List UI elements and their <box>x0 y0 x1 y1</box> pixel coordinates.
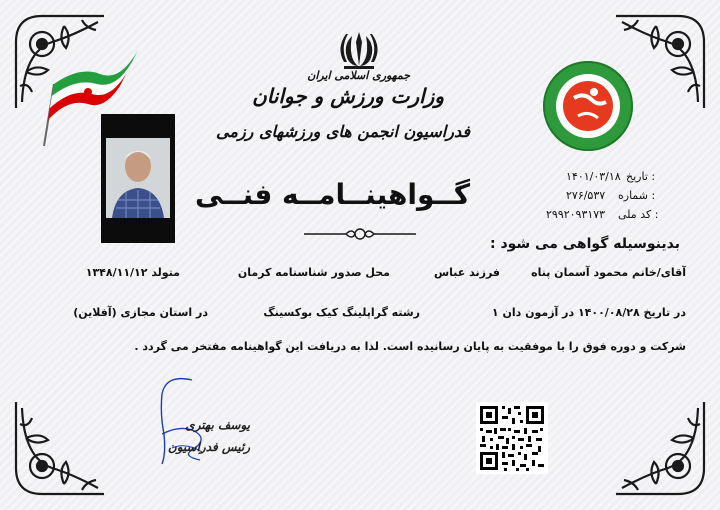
ornament-bottom-left-icon <box>12 398 108 498</box>
national-code-value: ۲۹۹۲۰۹۳۱۷۳ <box>546 208 606 221</box>
number-label: شماره : <box>618 189 656 202</box>
birth-date: متولد ۱۳۴۸/۱۱/۱۲ <box>85 266 180 279</box>
issue-place: محل صدور شناسنامه کرمان <box>237 266 390 279</box>
qr-code-icon <box>476 402 548 474</box>
father-name: فرزند عباس <box>433 266 500 279</box>
date-label: تاریخ : <box>626 170 656 183</box>
certificate-title: گــواهینــامــه فنــی <box>195 178 470 211</box>
completion-line: شرکت و دوره فوق را با موفقیت به پایان رسانیده است. لذا به دریافت این گواهینامه مفتخر می گردد . <box>134 340 686 353</box>
discipline-line: رشته گراپلینگ کیک بوکسینگ <box>263 306 420 319</box>
republic-name: جمهوری اسلامی ایران <box>307 69 410 82</box>
number-value: ۲۷۶/۵۳۷ <box>566 189 606 202</box>
federation-logo-icon <box>540 58 636 154</box>
holder-name: آقای/خانم محمود آسمان پناه <box>531 266 686 279</box>
photo-frame <box>101 114 175 243</box>
title-divider-icon <box>300 226 420 242</box>
ministry-name: وزارت ورزش و جوانان <box>252 84 444 108</box>
ornament-bottom-right-icon <box>612 398 708 498</box>
signer-title: رئیس فدراسیون <box>167 440 250 454</box>
province-line: در استان مجازی (آفلاین) <box>73 306 208 319</box>
date-value: ۱۴۰۱/۰۳/۱۸ <box>566 170 621 183</box>
intro-line: بدینوسیله گواهی می شود : <box>489 236 680 252</box>
holder-photo <box>106 138 170 218</box>
exam-line: در تاریخ ۱۴۰۰/۰۸/۲۸ در آزمون دان ۱ <box>491 306 686 319</box>
national-code-label: کد ملی : <box>618 208 659 221</box>
signer-name: یوسف بهتری <box>185 418 250 432</box>
federation-name: فدراسیون انجمن های ورزشهای رزمی <box>216 122 470 141</box>
iran-emblem-icon <box>336 28 382 70</box>
